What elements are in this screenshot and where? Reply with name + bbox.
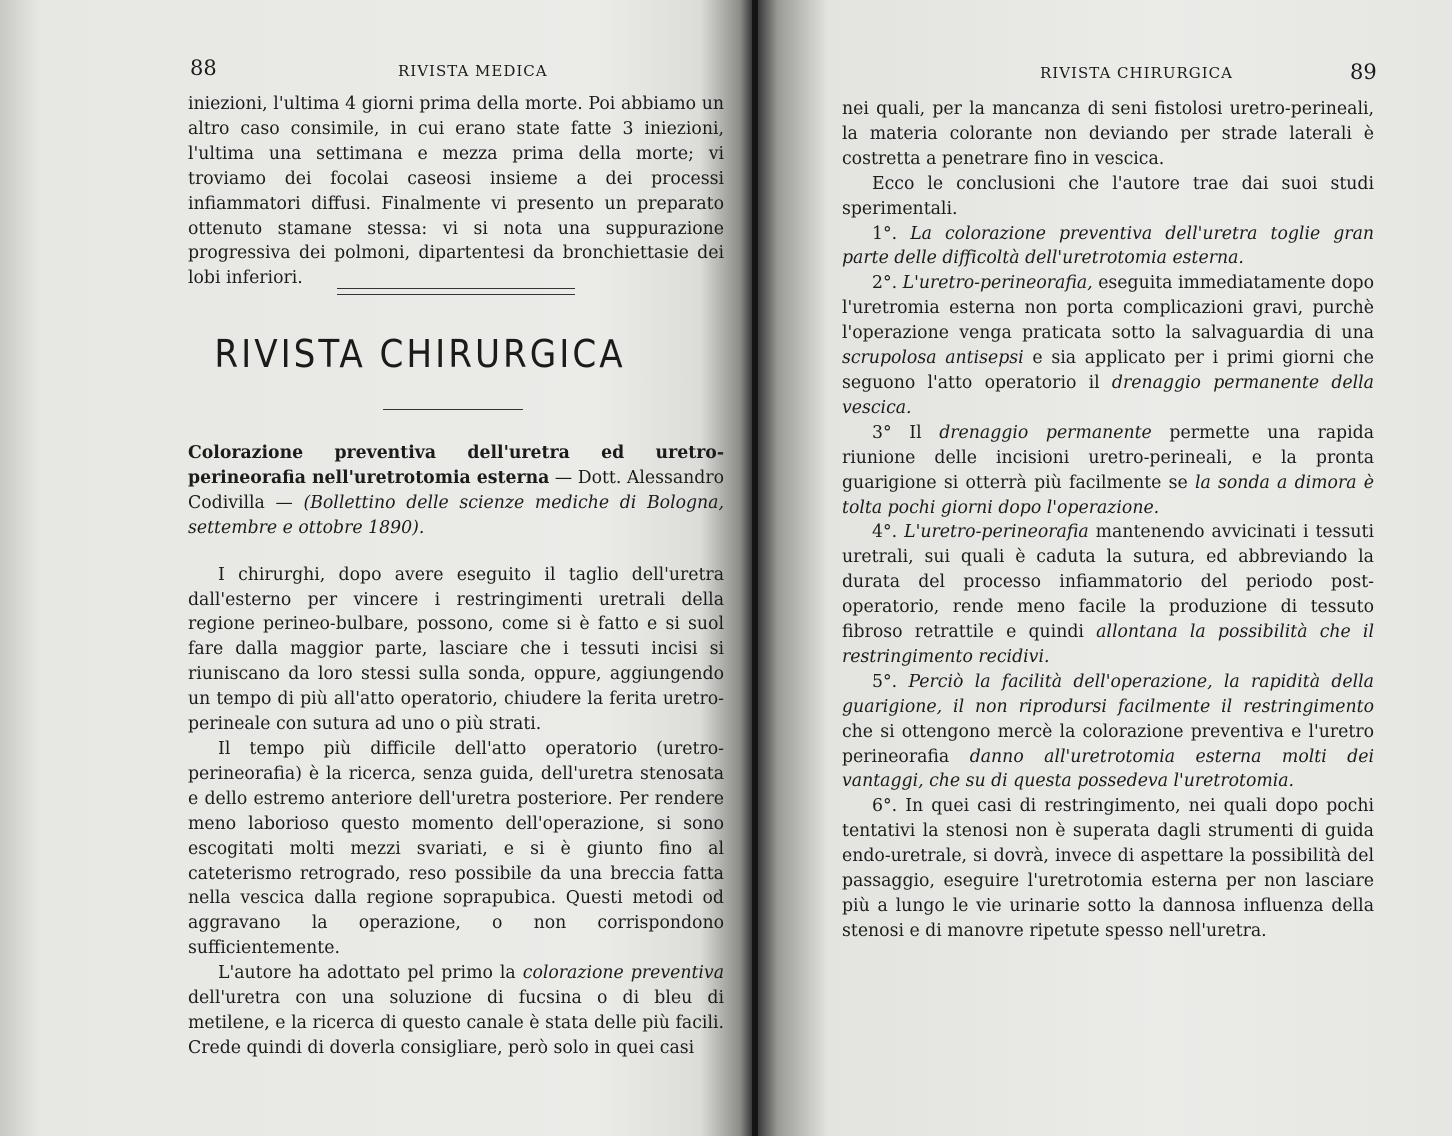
- page-number: 89: [1350, 60, 1377, 84]
- conclusion-2: 2°. L'uretro-perineorafia, eseguita immediatamente dopo l'uretromia esterna non porta complicazioni gravi, purchè l'operazione venga praticata sotto la salvaguardia di una scrupolosa antisepsi e sia applicato per i primi giorni che seguono l'atto operatorio il drenaggio permanente della vescica.: [842, 273, 1374, 418]
- article: [188, 441, 724, 1061]
- article-heading: [188, 441, 724, 541]
- article-author: — Dott. Alessandro Codivilla: [188, 467, 725, 513]
- conclusion-1: 1°. La colorazione preventiva dell'uretra toglie gran parte delle difficoltà dell'uretrotomia esterna.: [842, 223, 1374, 269]
- section-title: RIVISTA CHIRURGICA: [214, 332, 626, 376]
- conclusion-3: 3° Il drenaggio permanente permette una rapida riunione delle incisioni uretro-perineali, e la pronta guarigione si otterrà più facilmente se la sonda a dimora è tolta pochi giorni dopo l'operazione.: [842, 422, 1375, 518]
- paragraph-3: L'autore ha adottato pel primo la colorazione preventiva dell'uretra con una soluzione di fucsina o di bleu di metilene, e la ricerca di questo canale è stata delle più facili. Crede quindi di doverla consigliare, però solo in quei casi: [188, 963, 724, 1058]
- article-title: Colorazione preventiva dell'uretra ed uretro-perineorafia nell'uretrotomia esterna: [188, 443, 724, 488]
- rule-top: [337, 288, 575, 289]
- intro-paragraph: iniezioni, l'ultima 4 giorni prima della morte. Poi abbiamo un altro caso consimile, in cui erano state fatte 3 iniezioni, l'ultima una settimana e mezza prima della morte; vi troviamo dei focolai caseosi insieme a dei processi infiammatori diffusi. Finalmente vi presento un preparato ottenuto stamane stessa: vi si nota una suppurazione progressiva dei polmoni, dipartentesi da bronchiettasie dei lobi inferiori.: [188, 94, 724, 289]
- conclusion-4: 4°. L'uretro-perineorafia mantenendo avvicinati i tessuti uretrali, sui quali è caduta la sutura, ed abbreviando la durata del processo infiammatorio del periodo post-operatorio, rende meno facile la produzione di tessuto fibroso retrattile e quindi allontana la possibilità che il restringimento recidivi.: [842, 522, 1375, 667]
- conclusion-6: 6°. In quei casi di restringimento, nei quali dopo pochi tentativi la stenosi non è superata dagli strumenti di guida endo-uretrale, si dovrà, invece di aspettare la possibilità del passaggio, eseguire l'uretrotomia esterna per non lasciare più a lungo le vie urinarie sotto la dannosa influenza della stenosi e di manovre ripetute spesso nell'uretra.: [842, 796, 1374, 941]
- continuation-paragraph: nei quali, per la mancanza di seni fistolosi uretro-perineali, la materia colorante non deviando per strade laterali è costretta a penetrare fino in vescica.: [842, 99, 1374, 169]
- article-source: — (Bollettino delle scienze mediche di Bologna, settembre e ottobre 1890).: [188, 492, 724, 538]
- right-body: [842, 97, 1374, 944]
- ornament-rule: [383, 409, 523, 410]
- running-head: RIVISTA CHIRURGICA: [1040, 64, 1233, 82]
- rule-bottom: [337, 294, 575, 295]
- conclusions-intro: Ecco le conclusioni che l'autore trae dai suoi studi sperimentali.: [842, 173, 1374, 219]
- running-head: RIVISTA MEDICA: [398, 62, 548, 80]
- paragraph-2: Il tempo più difficile dell'atto operatorio (uretro-perineorafia) è la ricerca, senza guida, dell'uretra stenosata e dello estremo anteriore dell'uretra posteriore. Per rendere meno laborioso questo momento dell'operazione, si sono escogitati molti mezzi svariati, e si è giunto fino al cateterismo retrogrado, reso possibile da una breccia fatta nella vescica dalla regione soprapubica. Questi metodi od aggravano la operazione, o non corrispondono sufficientemente.: [188, 738, 724, 959]
- right-page: [758, 0, 1452, 1136]
- paragraph-1: I chirurghi, dopo avere eseguito il taglio dell'uretra dall'esterno per vincere i restringimenti uretrali della regione perineo-bulbare, possono, come si è fatto e si suol fare dalla maggior parte, lasciare che i tessuti incisi si riuniscano da loro stessi sulla sonda, oppure, aggiungendo un tempo di più all'atto operatorio, chiudere la ferita uretro-perineale con sutura ad uno o più strati.: [188, 564, 724, 735]
- conclusion-5: 5°. Perciò la facilità dell'operazione, la rapidità della guarigione, il non riprodursi facilmente il restringimento che si ottengono mercè la colorazione preventiva e l'uretro perineorafia danno all'uretrotomia esterna molti dei vantaggi, che su di questa possedeva l'uretrotomia.: [842, 671, 1374, 792]
- page-number: 88: [190, 56, 217, 80]
